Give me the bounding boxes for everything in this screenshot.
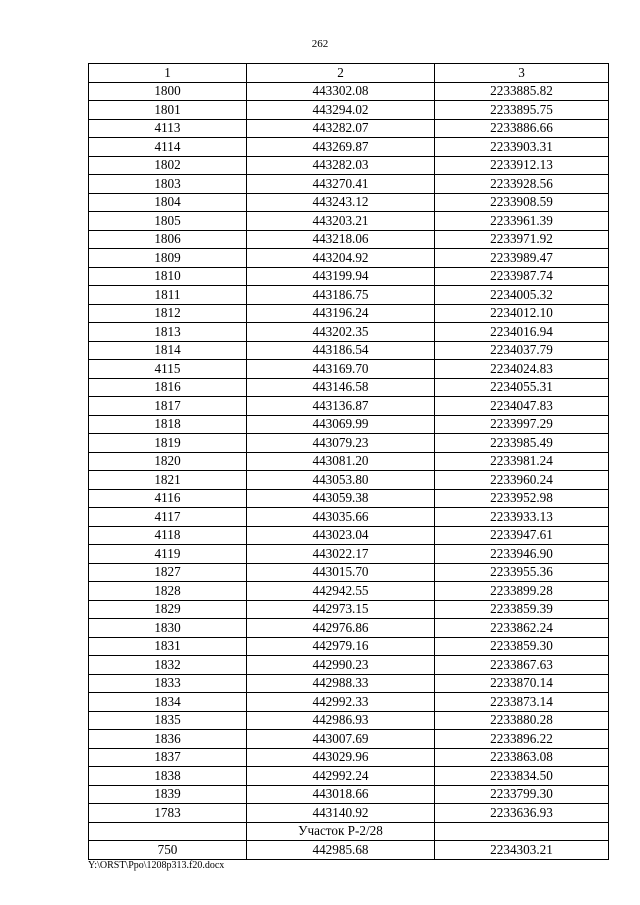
y-coordinate-cell: 2233899.28 xyxy=(435,582,609,601)
point-number-cell: 1834 xyxy=(89,693,247,712)
x-coordinate-cell: 442973.15 xyxy=(247,600,435,619)
table-row xyxy=(89,600,609,619)
point-number-cell: 1817 xyxy=(89,397,247,416)
y-coordinate-cell: 2233886.66 xyxy=(435,119,609,138)
x-coordinate-cell: 443035.66 xyxy=(247,508,435,527)
point-number-cell: 1805 xyxy=(89,212,247,231)
y-coordinate-cell: 2233834.50 xyxy=(435,767,609,786)
point-number-cell: 1813 xyxy=(89,323,247,342)
x-coordinate-cell: 443069.99 xyxy=(247,415,435,434)
y-coordinate-cell: 2233859.30 xyxy=(435,637,609,656)
table-row xyxy=(89,323,609,342)
x-coordinate-cell: 443023.04 xyxy=(247,526,435,545)
y-coordinate-cell: 2233859.39 xyxy=(435,600,609,619)
table-row xyxy=(89,230,609,249)
point-number-cell: 1801 xyxy=(89,101,247,120)
y-coordinate-cell: 2233896.22 xyxy=(435,730,609,749)
point-number-cell: 1810 xyxy=(89,267,247,286)
x-coordinate-cell: 443029.96 xyxy=(247,748,435,767)
table-row xyxy=(89,711,609,730)
x-coordinate-cell: 443186.54 xyxy=(247,341,435,360)
table-row xyxy=(89,286,609,305)
point-number-cell: 1833 xyxy=(89,674,247,693)
y-coordinate-cell: 2233912.13 xyxy=(435,156,609,175)
table-row xyxy=(89,249,609,268)
point-number-cell: 1806 xyxy=(89,230,247,249)
table-row xyxy=(89,82,609,101)
y-coordinate-cell: 2233636.93 xyxy=(435,804,609,823)
y-coordinate-cell: 2233971.92 xyxy=(435,230,609,249)
table-row xyxy=(89,452,609,471)
x-coordinate-cell: 443282.03 xyxy=(247,156,435,175)
y-coordinate-cell: 2234055.31 xyxy=(435,378,609,397)
table-row xyxy=(89,471,609,490)
point-number-cell: 4113 xyxy=(89,119,247,138)
point-number-cell: 1809 xyxy=(89,249,247,268)
table-row xyxy=(89,119,609,138)
table-row xyxy=(89,730,609,749)
point-number-cell: 1835 xyxy=(89,711,247,730)
table-header-row xyxy=(89,64,609,83)
point-number-cell: 1831 xyxy=(89,637,247,656)
point-number-cell: 1802 xyxy=(89,156,247,175)
point-number-cell: 750 xyxy=(89,841,247,860)
y-coordinate-cell: 2234024.83 xyxy=(435,360,609,379)
x-coordinate-cell: 443282.07 xyxy=(247,119,435,138)
table-row xyxy=(89,674,609,693)
table-row xyxy=(89,804,609,823)
table-row xyxy=(89,489,609,508)
x-coordinate-cell: 442992.24 xyxy=(247,767,435,786)
table-row xyxy=(89,138,609,157)
point-number-cell: 1827 xyxy=(89,563,247,582)
point-number-cell: 4117 xyxy=(89,508,247,527)
y-coordinate-cell: 2233873.14 xyxy=(435,693,609,712)
point-number-cell: 1818 xyxy=(89,415,247,434)
table-row xyxy=(89,748,609,767)
table-row xyxy=(89,175,609,194)
x-coordinate-cell: 442986.93 xyxy=(247,711,435,730)
x-coordinate-cell: 443203.21 xyxy=(247,212,435,231)
table-row xyxy=(89,563,609,582)
empty-cell xyxy=(89,822,247,841)
point-number-cell: 1804 xyxy=(89,193,247,212)
point-number-cell: 1830 xyxy=(89,619,247,638)
y-coordinate-cell: 2234005.32 xyxy=(435,286,609,305)
point-number-cell: 1800 xyxy=(89,82,247,101)
point-number-cell: 1803 xyxy=(89,175,247,194)
x-coordinate-cell: 443294.02 xyxy=(247,101,435,120)
y-coordinate-cell: 2233908.59 xyxy=(435,193,609,212)
x-coordinate-cell: 443186.75 xyxy=(247,286,435,305)
y-coordinate-cell: 2233961.39 xyxy=(435,212,609,231)
column-header: 2 xyxy=(247,64,435,83)
table-row xyxy=(89,360,609,379)
point-number-cell: 1816 xyxy=(89,378,247,397)
point-number-cell: 4114 xyxy=(89,138,247,157)
y-coordinate-cell: 2233952.98 xyxy=(435,489,609,508)
table-row xyxy=(89,785,609,804)
x-coordinate-cell: 443270.41 xyxy=(247,175,435,194)
coordinates-table xyxy=(88,63,609,860)
table-row xyxy=(89,101,609,120)
table-row xyxy=(89,397,609,416)
y-coordinate-cell: 2234047.83 xyxy=(435,397,609,416)
x-coordinate-cell: 443059.38 xyxy=(247,489,435,508)
empty-cell xyxy=(435,822,609,841)
x-coordinate-cell: 443202.35 xyxy=(247,323,435,342)
point-number-cell: 4115 xyxy=(89,360,247,379)
table-row xyxy=(89,434,609,453)
y-coordinate-cell: 2233903.31 xyxy=(435,138,609,157)
x-coordinate-cell: 443018.66 xyxy=(247,785,435,804)
x-coordinate-cell: 443196.24 xyxy=(247,304,435,323)
point-number-cell: 1828 xyxy=(89,582,247,601)
point-number-cell: 1829 xyxy=(89,600,247,619)
x-coordinate-cell: 442985.68 xyxy=(247,841,435,860)
column-header: 3 xyxy=(435,64,609,83)
x-coordinate-cell: 443015.70 xyxy=(247,563,435,582)
x-coordinate-cell: 443146.58 xyxy=(247,378,435,397)
x-coordinate-cell: 442992.33 xyxy=(247,693,435,712)
x-coordinate-cell: 443079.23 xyxy=(247,434,435,453)
point-number-cell: 1821 xyxy=(89,471,247,490)
y-coordinate-cell: 2234303.21 xyxy=(435,841,609,860)
y-coordinate-cell: 2233947.61 xyxy=(435,526,609,545)
point-number-cell: 1811 xyxy=(89,286,247,305)
table-row xyxy=(89,656,609,675)
y-coordinate-cell: 2234037.79 xyxy=(435,341,609,360)
x-coordinate-cell: 443053.80 xyxy=(247,471,435,490)
table-row xyxy=(89,156,609,175)
section-row xyxy=(89,822,609,841)
y-coordinate-cell: 2233880.28 xyxy=(435,711,609,730)
y-coordinate-cell: 2233981.24 xyxy=(435,452,609,471)
x-coordinate-cell: 442942.55 xyxy=(247,582,435,601)
y-coordinate-cell: 2233928.56 xyxy=(435,175,609,194)
x-coordinate-cell: 443269.87 xyxy=(247,138,435,157)
table-row xyxy=(89,212,609,231)
y-coordinate-cell: 2233985.49 xyxy=(435,434,609,453)
y-coordinate-cell: 2233989.47 xyxy=(435,249,609,268)
x-coordinate-cell: 443140.92 xyxy=(247,804,435,823)
y-coordinate-cell: 2233870.14 xyxy=(435,674,609,693)
y-coordinate-cell: 2233867.63 xyxy=(435,656,609,675)
x-coordinate-cell: 443081.20 xyxy=(247,452,435,471)
table-row xyxy=(89,693,609,712)
y-coordinate-cell: 2234016.94 xyxy=(435,323,609,342)
x-coordinate-cell: 442979.16 xyxy=(247,637,435,656)
y-coordinate-cell: 2233885.82 xyxy=(435,82,609,101)
point-number-cell: 1836 xyxy=(89,730,247,749)
point-number-cell: 1783 xyxy=(89,804,247,823)
table-row xyxy=(89,508,609,527)
y-coordinate-cell: 2233799.30 xyxy=(435,785,609,804)
column-header: 1 xyxy=(89,64,247,83)
y-coordinate-cell: 2234012.10 xyxy=(435,304,609,323)
table-row xyxy=(89,193,609,212)
page-number: 262 xyxy=(311,38,329,50)
table-row xyxy=(89,341,609,360)
table-row xyxy=(89,304,609,323)
table-row xyxy=(89,841,609,860)
section-label: Участок Р-2/28 xyxy=(247,822,435,841)
x-coordinate-cell: 443243.12 xyxy=(247,193,435,212)
point-number-cell: 1814 xyxy=(89,341,247,360)
table-row xyxy=(89,545,609,564)
point-number-cell: 4118 xyxy=(89,526,247,545)
table-row xyxy=(89,526,609,545)
x-coordinate-cell: 443136.87 xyxy=(247,397,435,416)
y-coordinate-cell: 2233946.90 xyxy=(435,545,609,564)
table-row xyxy=(89,267,609,286)
x-coordinate-cell: 443302.08 xyxy=(247,82,435,101)
y-coordinate-cell: 2233933.13 xyxy=(435,508,609,527)
table-row xyxy=(89,378,609,397)
point-number-cell: 1837 xyxy=(89,748,247,767)
table-row xyxy=(89,619,609,638)
x-coordinate-cell: 443022.17 xyxy=(247,545,435,564)
y-coordinate-cell: 2233862.24 xyxy=(435,619,609,638)
y-coordinate-cell: 2233987.74 xyxy=(435,267,609,286)
point-number-cell: 1819 xyxy=(89,434,247,453)
x-coordinate-cell: 443218.06 xyxy=(247,230,435,249)
x-coordinate-cell: 443007.69 xyxy=(247,730,435,749)
point-number-cell: 1812 xyxy=(89,304,247,323)
point-number-cell: 4116 xyxy=(89,489,247,508)
table-row xyxy=(89,637,609,656)
x-coordinate-cell: 443199.94 xyxy=(247,267,435,286)
y-coordinate-cell: 2233955.36 xyxy=(435,563,609,582)
point-number-cell: 1820 xyxy=(89,452,247,471)
point-number-cell: 4119 xyxy=(89,545,247,564)
footer-file-path: Y:\ORST\Ppo\1208p313.f20.docx xyxy=(88,860,225,871)
point-number-cell: 1838 xyxy=(89,767,247,786)
x-coordinate-cell: 443204.92 xyxy=(247,249,435,268)
x-coordinate-cell: 442976.86 xyxy=(247,619,435,638)
point-number-cell: 1832 xyxy=(89,656,247,675)
table-row xyxy=(89,582,609,601)
table-row xyxy=(89,767,609,786)
y-coordinate-cell: 2233863.08 xyxy=(435,748,609,767)
point-number-cell: 1839 xyxy=(89,785,247,804)
x-coordinate-cell: 443169.70 xyxy=(247,360,435,379)
y-coordinate-cell: 2233895.75 xyxy=(435,101,609,120)
table-row xyxy=(89,415,609,434)
y-coordinate-cell: 2233997.29 xyxy=(435,415,609,434)
x-coordinate-cell: 442988.33 xyxy=(247,674,435,693)
y-coordinate-cell: 2233960.24 xyxy=(435,471,609,490)
x-coordinate-cell: 442990.23 xyxy=(247,656,435,675)
